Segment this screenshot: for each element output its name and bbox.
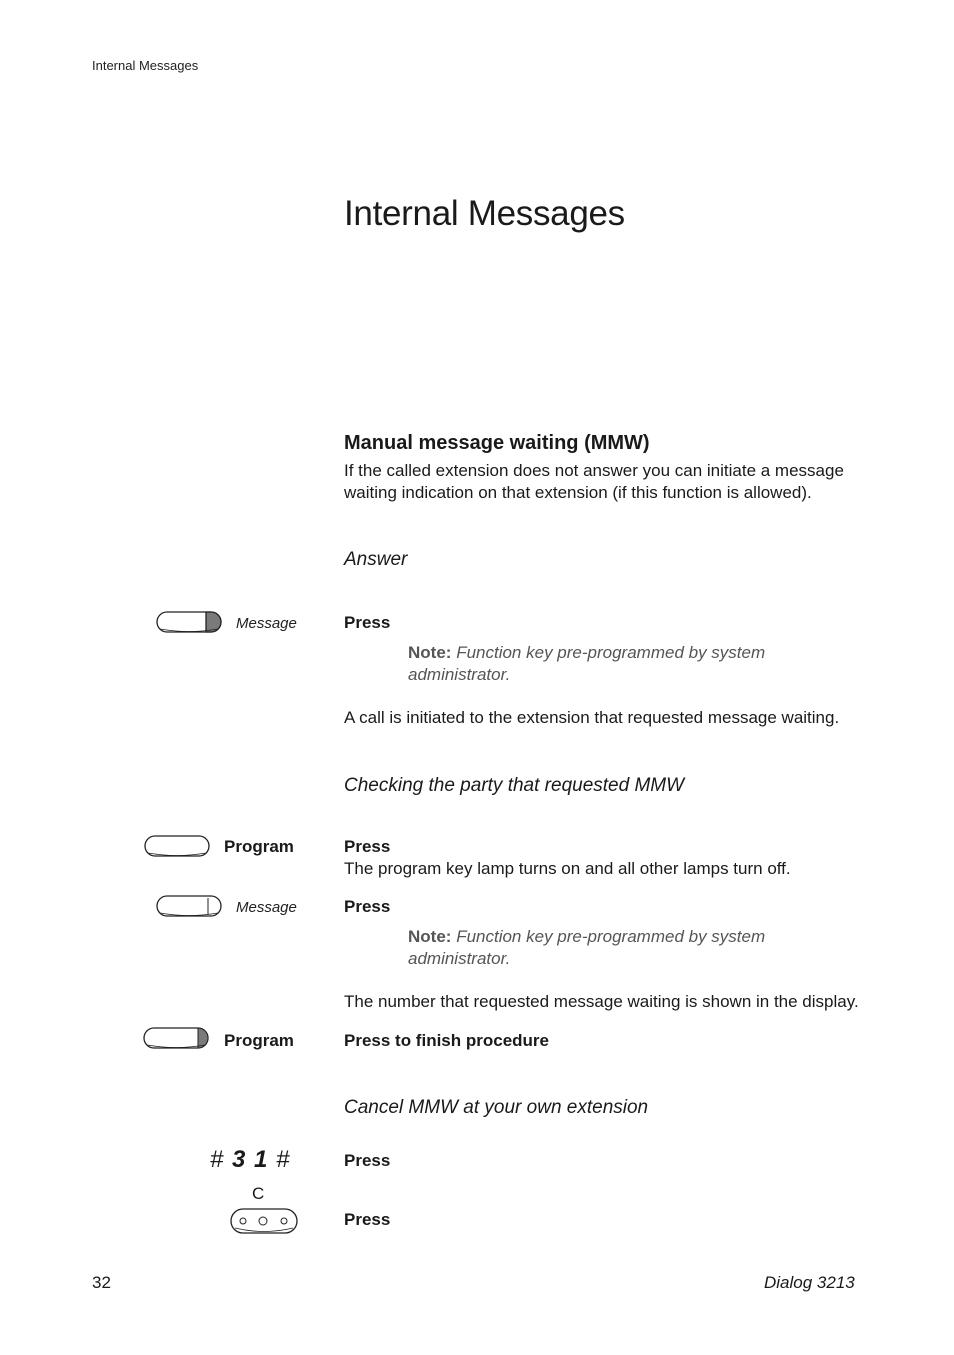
cancel-press-step-2: Press xyxy=(344,1210,391,1229)
hash-symbol: # xyxy=(276,1146,291,1173)
clear-key-icon xyxy=(230,1208,300,1236)
message-key-icon xyxy=(156,895,224,919)
message-key-label: Message xyxy=(236,615,297,632)
clear-key-letter: C xyxy=(252,1184,265,1203)
code-digits: 3 1 xyxy=(232,1146,269,1173)
hash-symbol: # xyxy=(210,1146,225,1173)
note-label: Note: xyxy=(408,643,452,662)
product-name: Dialog 3213 xyxy=(764,1273,855,1292)
cancel-heading: Cancel MMW at your own extension xyxy=(344,1097,649,1118)
running-header: Internal Messages xyxy=(92,58,199,73)
checking-step-1-result: The program key lamp turns on and all other lamps turn off. xyxy=(344,859,791,878)
checking-result: The number that requested message waiting is shown in the display. xyxy=(344,992,859,1011)
note-label: Note: xyxy=(408,927,452,946)
program-key-label-2: Program xyxy=(224,1031,294,1050)
section-intro: If the called extension does not answer you can initiate a message waiting indication on that extension (if this function is allowed). xyxy=(344,461,844,502)
note-text: Function key pre-programmed by system administrator. xyxy=(408,643,766,684)
page-number: 32 xyxy=(92,1273,111,1292)
answer-press-step: Press xyxy=(344,613,391,632)
note-text: Function key pre-programmed by system administrator. xyxy=(408,927,766,968)
checking-heading: Checking the party that requested MMW xyxy=(344,775,685,796)
finish-procedure-step: Press to finish procedure xyxy=(344,1031,549,1050)
section-title: Manual message waiting (MMW) xyxy=(344,432,650,454)
checking-press-step-2: Press xyxy=(344,897,391,916)
chapter-title: Internal Messages xyxy=(344,194,625,233)
program-key-lit-icon xyxy=(143,1027,211,1051)
keycode-hash-31-hash xyxy=(210,1146,290,1174)
program-key-label: Program xyxy=(224,837,294,856)
message-key-label-2: Message xyxy=(236,899,297,916)
checking-press-step-1: Press xyxy=(344,837,391,856)
answer-result: A call is initiated to the extension that requested message waiting. xyxy=(344,708,840,727)
checking-note xyxy=(408,926,828,970)
answer-heading: Answer xyxy=(344,549,408,570)
program-key-icon xyxy=(144,835,212,859)
answer-note xyxy=(408,642,828,686)
cancel-press-step-1: Press xyxy=(344,1151,391,1170)
message-key-icon xyxy=(156,611,224,635)
